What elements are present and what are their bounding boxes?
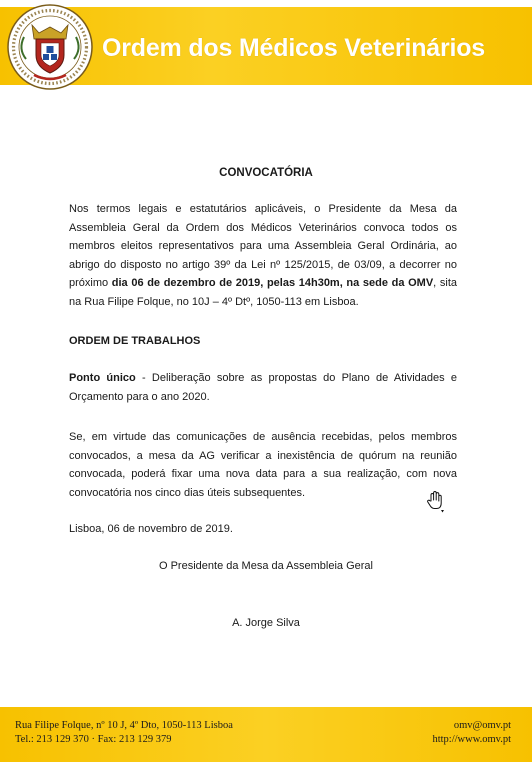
document-title: CONVOCATÓRIA [219,167,313,179]
intro-text-2: , sita na Rua Filipe Folque, no 10J – 4º Dtº, 1050-113 em Lisboa. [69,277,457,308]
footer-email-link[interactable]: omv@omv.pt [453,720,511,731]
meeting-datetime-place: dia 06 de dezembro de 2019, pelas 14h30m, na sede da OMV [111,277,434,289]
footer-phone: Tel.: 213 129 370 · Fax: 213 129 379 [15,734,172,745]
date-line: Lisboa, 06 de novembro de 2019. [69,523,233,535]
letterhead-title: Ordem dos Médicos Veterinários [102,34,486,62]
hand-pointer-icon [425,490,445,514]
agenda-item-text: - Deliberação sobre as propostas do Plano de Atividades e Orçamento para o ano 2020. [69,372,458,403]
footer-online [432,719,511,747]
intro-text-1: Nos termos legais e estatutários aplicáveis, o Presidente da Mesa da Assembleia Geral da Ordem dos Médicos Veterinários convoca todos os membros eleitos representativos para uma Assembleia Geral Ordinária, ao abrigo do disposto no artigo 39º da Lei nº 125/2015, de 03/09, a decorrer no próximo [69,203,457,289]
intro-paragraph [69,200,457,311]
quorum-paragraph: Se, em virtude das comunicações de ausência recebidas, pelos membros convocados, a mesa da AG verificar a inexistência de quórum na reunião convocada, poderá fixar uma nova data para a sua realização, com nova convocatória nos cinco dias úteis subsequentes. [69,431,457,499]
signatory-role: O Presidente da Mesa da Assembleia Geral [158,560,373,572]
letterhead-footer [0,707,532,762]
footer-address: Rua Filipe Folque, nº 10 J, 4º Dto, 1050-113 Lisboa [15,720,233,731]
agenda-item [69,369,457,406]
footer-contact [15,719,233,747]
agenda-item-label: Ponto único [69,372,136,384]
agenda-heading: ORDEM DE TRABALHOS [69,335,201,347]
footer-website-link[interactable]: http://www.omv.pt [432,734,511,745]
signatory-name: A. Jorge Silva [232,617,300,629]
